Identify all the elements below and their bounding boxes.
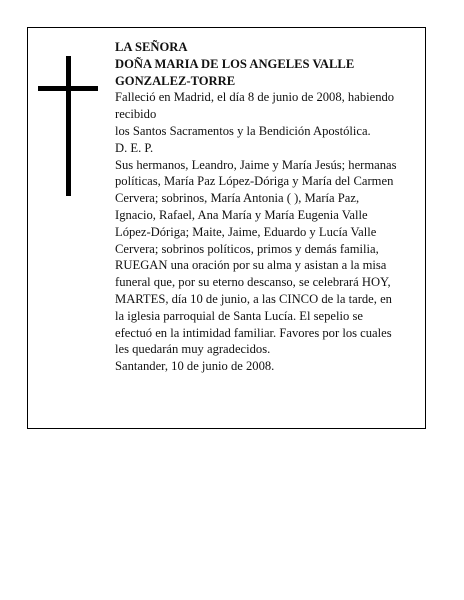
body-line: funeral que, por su eterno descanso, se celebrará HOY, [115, 275, 391, 290]
body-line: Sus hermanos, Leandro, Jaime y María Jesús; hermanas [115, 157, 397, 172]
cross-icon [38, 56, 98, 196]
body-line: Cervera; sobrinos políticos, primos y demás familia, [115, 241, 379, 256]
body-line: les quedarán muy agradecidos. [115, 342, 271, 357]
cross-horizontal-bar [38, 86, 98, 91]
body-line: los Santos Sacramentos y la Bendición Apostólica. [115, 123, 371, 138]
body-line: López-Dóriga; Maite, Jaime, Eduardo y Lucía Valle [115, 224, 377, 239]
body-line: D. E. P. [115, 140, 154, 155]
heading-line-title: LA SEÑORA [115, 40, 188, 54]
obituary-notice [27, 27, 426, 429]
body-line: Santander, 10 de junio de 2008. [115, 359, 275, 374]
body-line: efectuó en la intimidad familiar. Favores por los cuales [115, 325, 392, 340]
body-line: políticas, María Paz López-Dóriga y María del Carmen [115, 174, 394, 189]
body-line: Falleció en Madrid, el día 8 de junio de 2008, habiendo [115, 90, 395, 105]
heading-line-name: DOÑA MARIA DE LOS ANGELES VALLE [115, 56, 355, 71]
body-line: Ignacio, Rafael, Ana María y María Eugenia Valle [115, 207, 368, 222]
cross-vertical-bar [66, 56, 71, 196]
body-line: MARTES, día 10 de junio, a las CINCO de la tarde, en [115, 291, 392, 306]
body-line: recibido [115, 107, 157, 122]
notice-text [115, 39, 420, 375]
body-line: la iglesia parroquial de Santa Lucía. El sepelio se [115, 308, 363, 323]
heading-line-surname: GONZALEZ-TORRE [115, 73, 236, 88]
body-line: RUEGAN una oración por su alma y asistan a la misa [115, 258, 387, 273]
body-line: Cervera; sobrinos, María Antonia ( ), María Paz, [115, 191, 360, 206]
